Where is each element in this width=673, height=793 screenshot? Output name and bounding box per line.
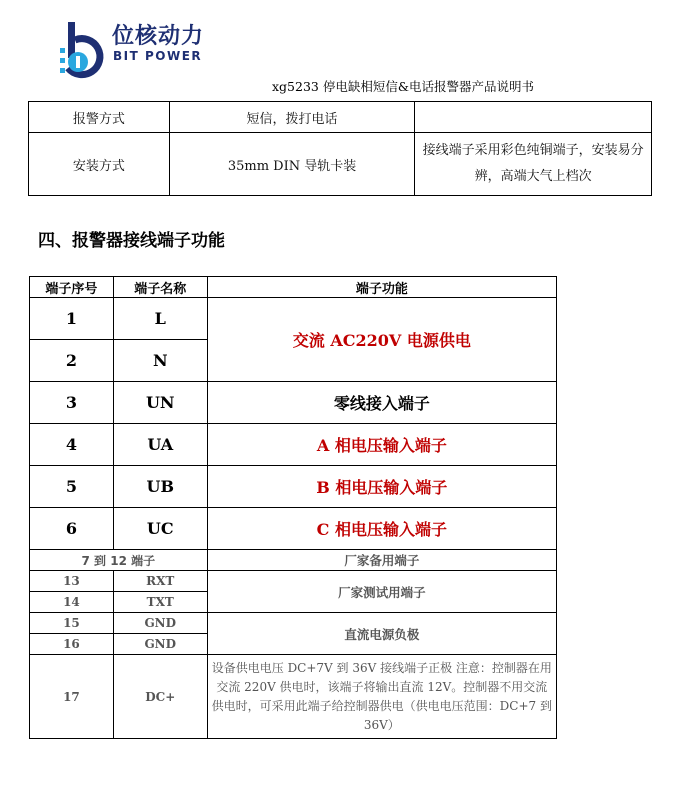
section-title: 四、报警器接线端子功能 [38,231,225,251]
spec-note [415,102,652,133]
logo-english-name: BIT POWER [113,49,203,63]
table-row [30,571,557,592]
company-logo [56,18,206,82]
table-row [30,466,557,508]
bit-power-logo-icon [56,18,112,82]
terminal-name: UA [113,424,207,466]
document-title: xg5233 停电缺相短信&电话报警器产品说明书 [272,79,534,94]
terminal-function: C 相电压输入端子 [207,508,556,550]
terminal-function: B 相电压输入端子 [207,466,556,508]
page-header [0,0,673,100]
terminal-name: DC+ [113,655,207,739]
terminal-function: 零线接入端子 [207,382,556,424]
column-header: 端子名称 [113,277,207,298]
terminal-number: 15 [30,613,114,634]
spec-value: 短信，拨打电话 [169,102,415,133]
terminal-table [29,276,557,739]
spec-label: 报警方式 [29,102,170,133]
table-row [29,133,652,196]
table-row [30,382,557,424]
terminal-function: 厂家备用端子 [207,550,556,571]
terminal-number: 5 [30,466,114,508]
terminal-name: N [113,340,207,382]
table-row [30,655,557,739]
terminal-number: 4 [30,424,114,466]
table-row [30,508,557,550]
terminal-number: 17 [30,655,114,739]
terminal-name: UC [113,508,207,550]
table-row [30,298,557,340]
spec-table [28,101,652,196]
table-row [30,424,557,466]
spec-label: 安装方式 [29,133,170,196]
terminal-number: 6 [30,508,114,550]
logo-chinese-name: 位核动力 [112,24,205,49]
table-row [30,550,557,571]
column-header: 端子序号 [30,277,114,298]
terminal-name: L [113,298,207,340]
terminal-name: GND [113,634,207,655]
terminal-name: UB [113,466,207,508]
terminal-number: 2 [30,340,114,382]
reserve-terminals-label: 7 到 12 端子 [30,550,208,571]
terminal-function: 直流电源负极 [207,613,556,655]
terminal-number: 3 [30,382,114,424]
terminal-number: 14 [30,592,114,613]
terminal-number: 1 [30,298,114,340]
terminal-function: A 相电压输入端子 [207,424,556,466]
spec-value: 35mm DIN 导轨卡装 [169,133,415,196]
terminal-function-note: 设备供电电压 DC+7V 到 36V 接线端子正极 注意：控制器在用交流 220V 供电时，该端子将输出直流 12V。控制器不用交流供电时，可采用此端子给控制器供电（供电电压范围：DC+7 到 36V） [207,655,556,739]
terminal-name: RXT [113,571,207,592]
terminal-function: 厂家测试用端子 [207,571,556,613]
column-header: 端子功能 [207,277,556,298]
table-header-row [30,277,557,298]
table-row [29,102,652,133]
table-row [30,613,557,634]
spec-note: 接线端子采用彩色纯铜端子，安装易分辨，高端大气上档次 [415,133,652,196]
terminal-function: 交流 AC220V 电源供电 [207,298,556,382]
terminal-number: 16 [30,634,114,655]
terminal-name: GND [113,613,207,634]
terminal-name: TXT [113,592,207,613]
terminal-number: 13 [30,571,114,592]
terminal-name: UN [113,382,207,424]
